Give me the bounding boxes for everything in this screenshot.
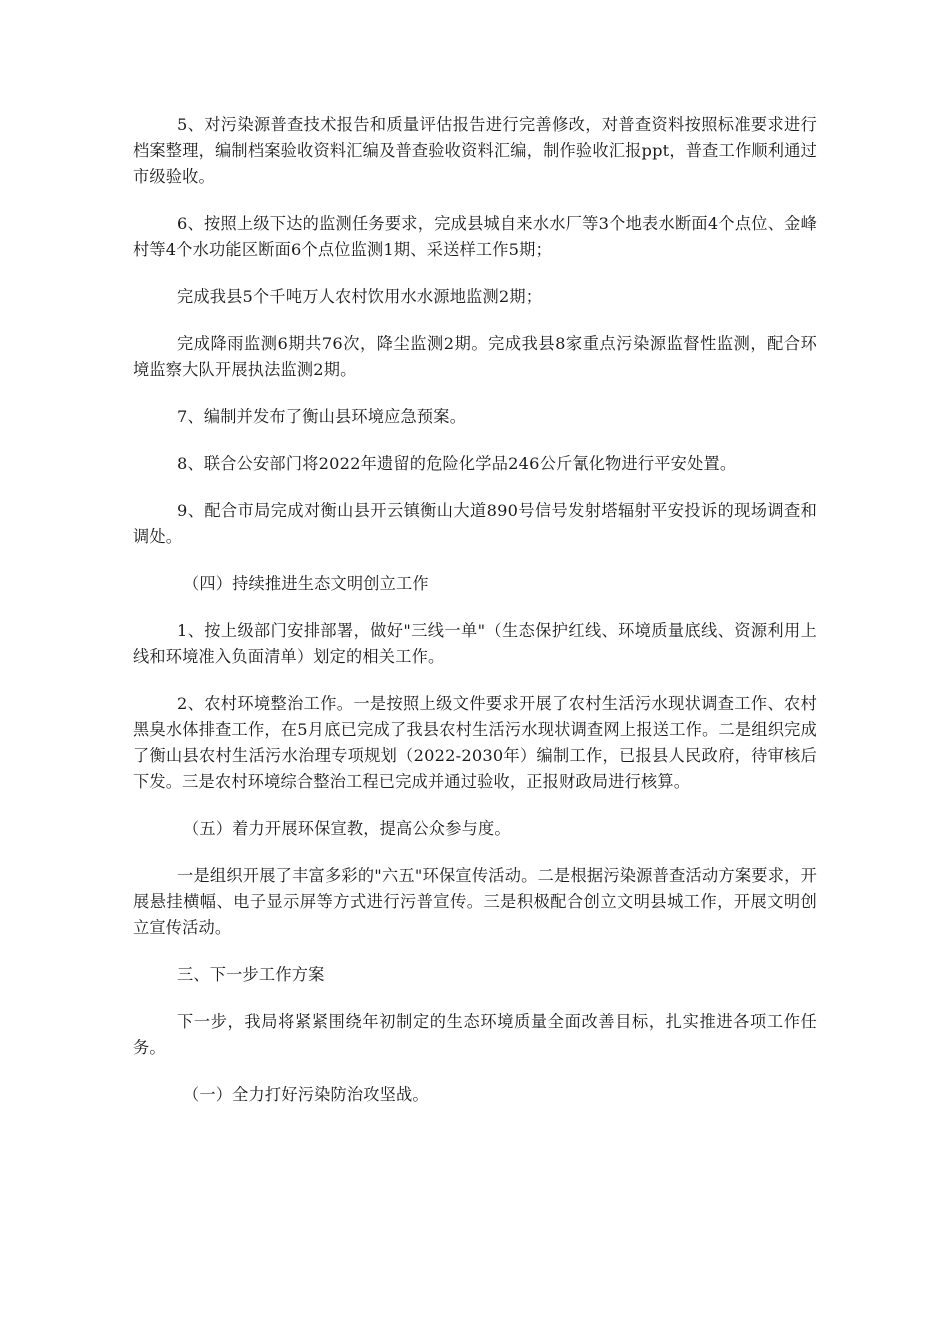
paragraph-drinking-water-monitoring: 完成我县5个千吨万人农村饮用水水源地监测2期；	[177, 287, 543, 306]
paragraph-5-pollution-census-report: 5、对污染源普查技术报告和质量评估报告进行完善修改，对普查资料按照标准要求进行档案整理，编制档案验收资料汇编及普查验收资料汇编，制作验收汇报ppt，普查工作顺利通过市级验收。	[133, 115, 817, 186]
paragraph-rainfall-dust-monitoring: 完成降雨监测6期共76次，降尘监测2期。完成我县8家重点污染源监督性监测，配合环境监察大队开展执法监测2期。	[133, 334, 817, 379]
section-heading-4-ecological-civilization: （四）持续推进生态文明创立工作	[183, 574, 429, 593]
paragraph-8-hazardous-chemicals: 8、联合公安部门将2022年遗留的危险化学品246公斤氰化物进行平安处置。	[177, 454, 737, 473]
paragraph-publicity-activities: 一是组织开展了丰富多彩的"六五"环保宣传活动。二是根据污染源普查活动方案要求，开展悬挂横幅、电子显示屏等方式进行污普宣传。三是积极配合创立文明县城工作，开展文明创立宣传活动。	[133, 866, 817, 937]
section-heading-1-pollution-prevention: （一）全力打好污染防治攻坚战。	[183, 1085, 429, 1104]
paragraph-6-monitoring-tasks: 6、按照上级下达的监测任务要求，完成县城自来水水厂等3个地表水断面4个点位、金峰村等4个水功能区断面6个点位监测1期、采送样工作5期；	[133, 214, 817, 259]
section-heading-3-next-steps: 三、下一步工作方案	[177, 965, 325, 984]
paragraph-9-radiation-complaint: 9、配合市局完成对衡山县开云镇衡山大道890号信号发射塔辐射平安投诉的现场调查和调处。	[133, 501, 817, 546]
document-page	[133, 112, 817, 1129]
paragraph-7-emergency-plan: 7、编制并发布了衡山县环境应急预案。	[177, 407, 467, 426]
paragraph-next-steps-intro: 下一步，我局将紧紧围绕年初制定的生态环境质量全面改善目标，扎实推进各项工作任务。	[133, 1012, 817, 1057]
paragraph-1-three-lines-one-list: 1、按上级部门安排部署，做好"三线一单"（生态保护红线、环境质量底线、资源利用上线和环境准入负面清单）划定的相关工作。	[133, 621, 817, 666]
section-heading-5-publicity-education: （五）着力开展环保宣教，提高公众参与度。	[183, 819, 511, 838]
paragraph-2-rural-environment: 2、农村环境整治工作。一是按照上级文件要求开展了农村生活污水现状调查工作、农村黑臭水体排查工作，在5月底已完成了我县农村生活污水现状调查网上报送工作。二是组织完成了衡山县农村生活污水治理专项规划（2022-2030年）编制工作，已报县人民政府，待审核后下发。三是农村环境综合整治工程已完成并通过验收，正报财政局进行核算。	[133, 694, 817, 791]
